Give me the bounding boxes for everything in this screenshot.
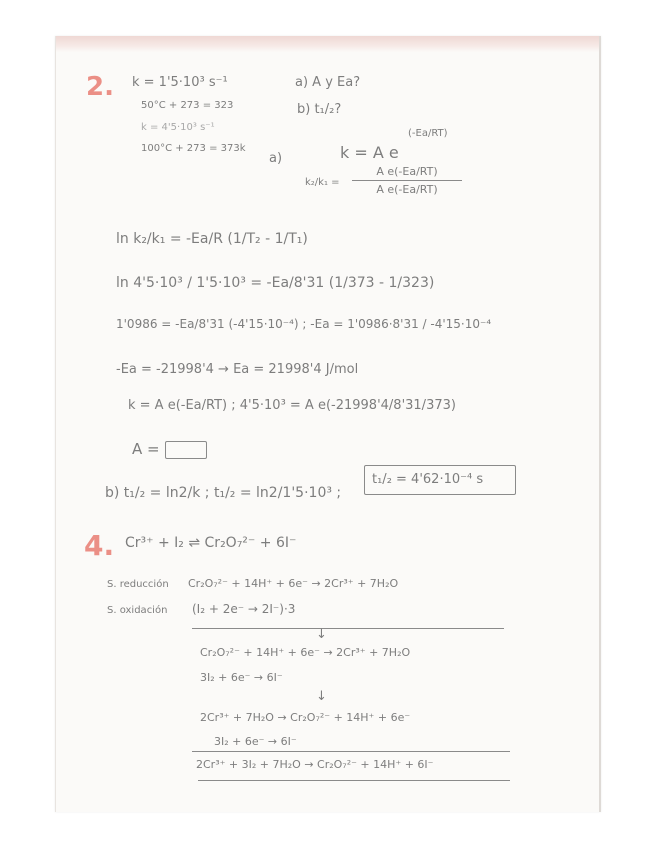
step2-reduction: Cr₂O₇²⁻ + 14H⁺ + 6e⁻ → 2Cr³⁺ + 7H₂O: [200, 646, 411, 659]
down-arrow-icon: ↓: [316, 627, 327, 642]
arrhenius-exponent: (-Ea/RT): [408, 128, 448, 139]
part-a-label: a): [269, 151, 283, 166]
step3-oxidation: 3I₂ + 6e⁻ → 6I⁻: [214, 735, 297, 748]
oxidation-half-reaction: (I₂ + 2e⁻ → 2I⁻)·3: [192, 602, 296, 616]
part-b-half-life-equation: b) t₁/₂ = ln2/k ; t₁/₂ = ln2/1'5·10³ ;: [105, 485, 342, 501]
step2-oxidation: 3I₂ + 6e⁻ → 6I⁻: [200, 671, 283, 684]
ln-form-equation: ln k₂/k₁ = -Ea/R (1/T₂ - 1/T₁): [116, 231, 308, 247]
empty-answer-box: [165, 441, 207, 459]
given-rate-constant: k = 1'5·10³ s⁻¹: [132, 75, 228, 90]
ln-substitution: ln 4'5·10³ / 1'5·10³ = -Ea/8'31 (1/373 - 1/323): [116, 275, 435, 291]
problem-4-number: 4.: [84, 529, 115, 562]
pre-exponential-result: A =: [132, 440, 160, 458]
reduction-label: S. reducción: [107, 579, 169, 590]
given-temperature-1: 50°C + 273 = 323: [141, 100, 234, 111]
ln-value-equation: 1'0986 = -Ea/8'31 (-4'15·10⁻⁴) ; -Ea = 1'0986·8'31 / -4'15·10⁻⁴: [116, 317, 492, 331]
ratio-numerator: A e(-Ea/RT): [376, 165, 438, 178]
ratio-fraction: [352, 165, 462, 196]
step3-reversed: 2Cr³⁺ + 7H₂O → Cr₂O₇²⁻ + 14H⁺ + 6e⁻: [200, 711, 411, 724]
problem-2-number: 2.: [86, 72, 114, 102]
page-top-edge: [56, 36, 599, 52]
part-b-question: b) t₁/₂?: [297, 102, 342, 117]
given-temperature-2: 100°C + 273 = 373k: [141, 143, 246, 154]
notebook-page: [55, 36, 601, 812]
oxidation-label: S. oxidación: [107, 605, 168, 616]
ratio-lhs: k₂/k₁ =: [305, 177, 340, 188]
reduction-half-reaction: Cr₂O₇²⁻ + 14H⁺ + 6e⁻ → 2Cr³⁺ + 7H₂O: [188, 577, 399, 590]
given-rate-constant-2: k = 4'5·10³ s⁻¹: [141, 122, 215, 133]
divider-line-1: [192, 628, 504, 629]
part-a-question: a) A y Ea?: [295, 75, 361, 90]
divider-line-3: [198, 780, 510, 781]
ratio-denominator: A e(-Ea/RT): [376, 183, 438, 196]
redox-reaction: Cr³⁺ + I₂ ⇌ Cr₂O₇²⁻ + 6I⁻: [125, 535, 297, 551]
fraction-bar: [352, 180, 462, 181]
half-life-result: t₁/₂ = 4'62·10⁻⁴ s: [372, 472, 484, 487]
final-balanced-equation: 2Cr³⁺ + 3I₂ + 7H₂O → Cr₂O₇²⁻ + 14H⁺ + 6I⁻: [196, 758, 434, 771]
arrhenius-equation: k = A e: [340, 143, 399, 162]
activation-energy-result: -Ea = -21998'4 → Ea = 21998'4 J/mol: [116, 362, 359, 377]
pre-exponential-equation: k = A e(-Ea/RT) ; 4'5·10³ = A e(-21998'4/8'31/373): [128, 398, 456, 413]
down-arrow-icon: ↓: [316, 689, 327, 704]
divider-line-2: [192, 751, 510, 752]
